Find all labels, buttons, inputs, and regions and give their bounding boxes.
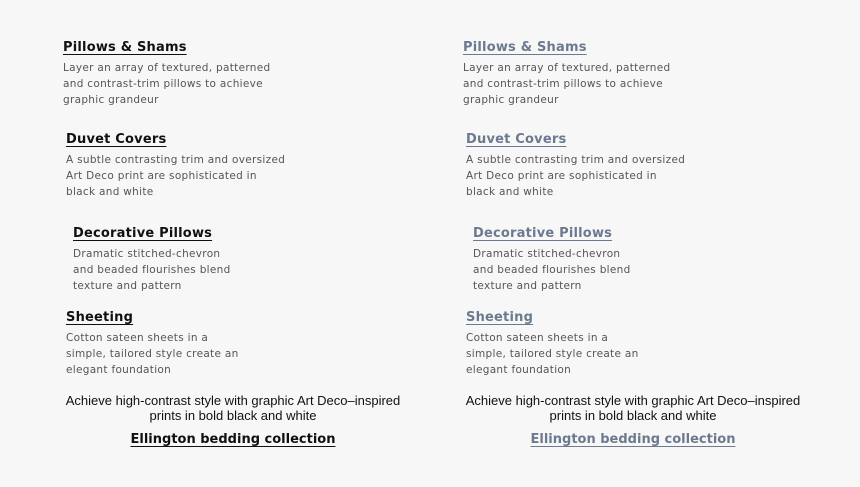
pillows-shams-link[interactable]: Pillows & Shams xyxy=(63,40,187,55)
right-column xyxy=(400,0,800,487)
decorative-pillows-description: Dramatic stitched-chevron and beaded flourishes blend texture and pattern xyxy=(473,248,631,292)
collection-tagline: Achieve high-contrast style with graphic Art Deco–inspired prints in bold black and white xyxy=(65,393,401,423)
sheeting-link[interactable]: Sheeting xyxy=(466,310,534,325)
left-column xyxy=(0,0,400,487)
collection-link-wrapper xyxy=(63,430,403,448)
decorative-pillows-description: Dramatic stitched-chevron and beaded flourishes blend texture and pattern xyxy=(73,248,231,292)
sheeting-description: Cotton sateen sheets in a simple, tailored style create an elegant foundation xyxy=(66,332,239,376)
item-duvet-covers xyxy=(66,130,285,200)
pillows-shams-description: Layer an array of textured, patterned and contrast-trim pillows to achieve graphic grandeur xyxy=(463,62,671,106)
item-pillows-shams xyxy=(463,38,670,108)
item-sheeting xyxy=(466,308,639,378)
duvet-covers-link[interactable]: Duvet Covers xyxy=(466,132,567,147)
ellington-collection-link[interactable]: Ellington bedding collection xyxy=(530,432,736,447)
pillows-shams-link[interactable]: Pillows & Shams xyxy=(463,40,587,55)
item-pillows-shams xyxy=(63,38,270,108)
item-decorative-pillows xyxy=(73,224,231,294)
decorative-pillows-link[interactable]: Decorative Pillows xyxy=(473,226,613,241)
duvet-covers-link[interactable]: Duvet Covers xyxy=(66,132,167,147)
duvet-covers-description: A subtle contrasting trim and oversized Art Deco print are sophisticated in black and white xyxy=(66,154,286,198)
item-duvet-covers xyxy=(466,130,685,200)
duvet-covers-description: A subtle contrasting trim and oversized Art Deco print are sophisticated in black and white xyxy=(466,154,686,198)
decorative-pillows-link[interactable]: Decorative Pillows xyxy=(73,226,213,241)
collection-tagline: Achieve high-contrast style with graphic Art Deco–inspired prints in bold black and white xyxy=(465,393,801,423)
sheeting-link[interactable]: Sheeting xyxy=(66,310,134,325)
sheeting-description: Cotton sateen sheets in a simple, tailored style create an elegant foundation xyxy=(466,332,639,376)
pillows-shams-description: Layer an array of textured, patterned and contrast-trim pillows to achieve graphic grandeur xyxy=(63,62,271,106)
item-sheeting xyxy=(66,308,239,378)
collection-link-wrapper xyxy=(463,430,803,448)
item-decorative-pillows xyxy=(473,224,631,294)
ellington-collection-link[interactable]: Ellington bedding collection xyxy=(130,432,336,447)
